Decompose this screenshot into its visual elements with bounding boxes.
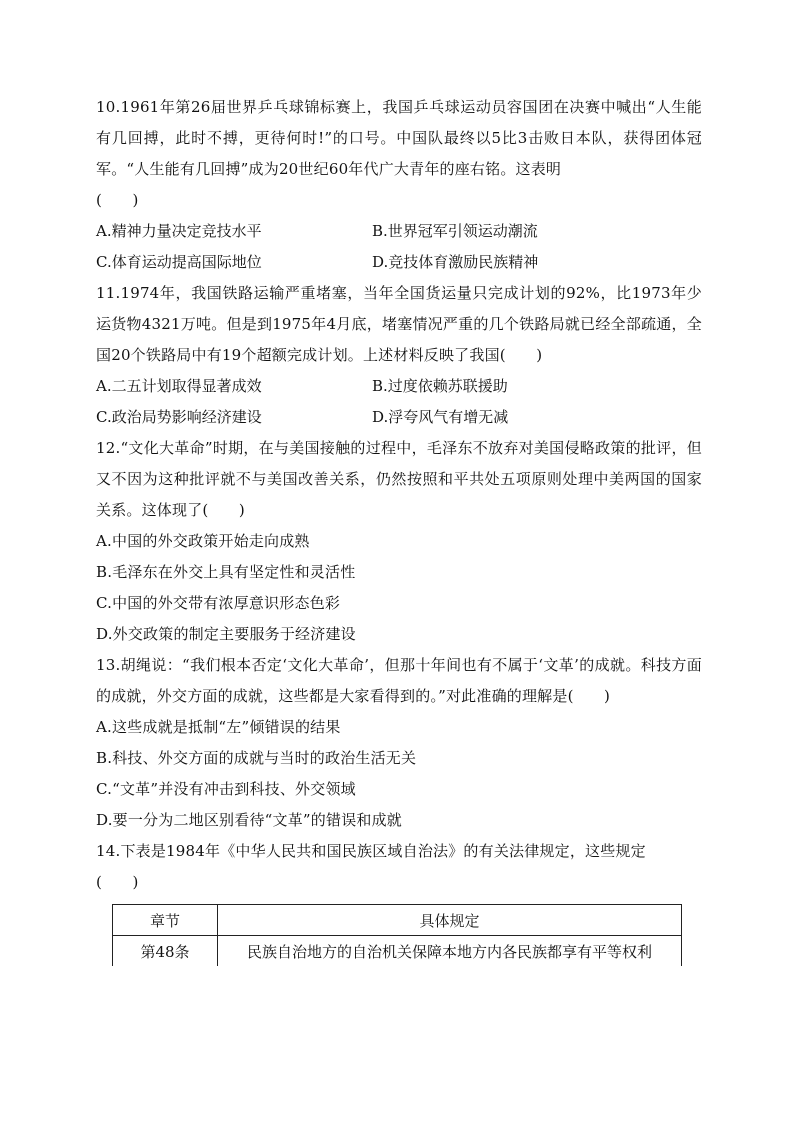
table-header-provision: 具体规定 [218,905,682,936]
option-d: D.竞技体育激励民族精神 [372,253,539,271]
option-b: B.科技、外交方面的成就与当时的政治生活无关 [96,749,417,767]
question-10-answer-paren: ( ) [96,191,139,209]
option-d: D.外交政策的制定主要服务于经济建设 [96,625,356,643]
table-row [113,936,682,967]
option-d: D.要一分为二地区别看待“文革”的错误和成就 [96,811,402,829]
option-a: A.二五计划取得显著成效 [96,377,262,395]
question-11-options-row-1 [96,371,702,402]
option-c: C.政治局势影响经济建设 [96,408,262,426]
question-14 [96,836,702,966]
option-b: B.世界冠军引领运动潮流 [372,222,538,240]
question-13 [96,650,702,836]
option-d: D.浮夸风气有增无减 [372,408,509,426]
exam-page [96,92,702,966]
question-12-stem: 12.“文化大革命”时期，在与美国接触的过程中，毛泽东不放弃对美国侵略政策的批评，但又不因为这种批评就不与美国改善关系，仍然按照和平共处五项原则处理中美两国的国家关系。这体现了( ) [96,439,702,519]
question-13-stem: 13.胡绳说：“我们根本否定‘文化大革命’，但那十年间也有不属于‘文革’的成就。科技方面的成就，外交方面的成就，这些都是大家看得到的。”对此准确的理解是( ) [96,656,702,705]
table-cell-section: 第48条 [113,936,218,967]
option-a: A.这些成就是抵制“左”倾错误的结果 [96,718,341,736]
question-11-options-row-2 [96,402,702,433]
option-c: C.中国的外交带有浓厚意识形态色彩 [96,594,341,612]
law-provisions-table [112,904,682,966]
option-c: C.体育运动提高国际地位 [96,253,262,271]
question-11 [96,278,702,433]
question-11-stem: 11.1974年，我国铁路运输严重堵塞，当年全国货运量只完成计划的92%，比1973年少运货物4321万吨。但是到1975年4月底，堵塞情况严重的几个铁路局就已经全部疏通，全国20个铁路局中有19个超额完成计划。上述材料反映了我国( ) [96,284,702,364]
option-b: B.毛泽东在外交上具有坚定性和灵活性 [96,563,356,581]
question-14-stem: 14.下表是1984年《中华人民共和国民族区域自治法》的有关法律规定，这些规定 [96,842,646,860]
question-10-stem: 10.1961年第26届世界乒乓球锦标赛上，我国乒乓球运动员容国团在决赛中喊出“人生能有几回搏，此时不搏，更待何时!”的口号。中国队最终以5比3击败日本队，获得团体冠军。“人生能有几回搏”成为20世纪60年代广大青年的座右铭。这表明 [96,98,702,178]
question-10 [96,92,702,278]
option-a: A.中国的外交政策开始走向成熟 [96,532,310,550]
option-a: A.精神力量决定竞技水平 [96,222,262,240]
table-header-section: 章节 [113,905,218,936]
question-10-options-row-1 [96,216,702,247]
question-12 [96,433,702,650]
option-b: B.过度依赖苏联援助 [372,377,508,395]
question-10-options-row-2 [96,247,702,278]
table-header-row [113,905,682,936]
table-cell-provision: 民族自治地方的自治机关保障本地方内各民族都享有平等权利 [218,936,682,967]
question-14-answer-paren: ( ) [96,873,139,891]
option-c: C.“文革”并没有冲击到科技、外交领域 [96,780,356,798]
